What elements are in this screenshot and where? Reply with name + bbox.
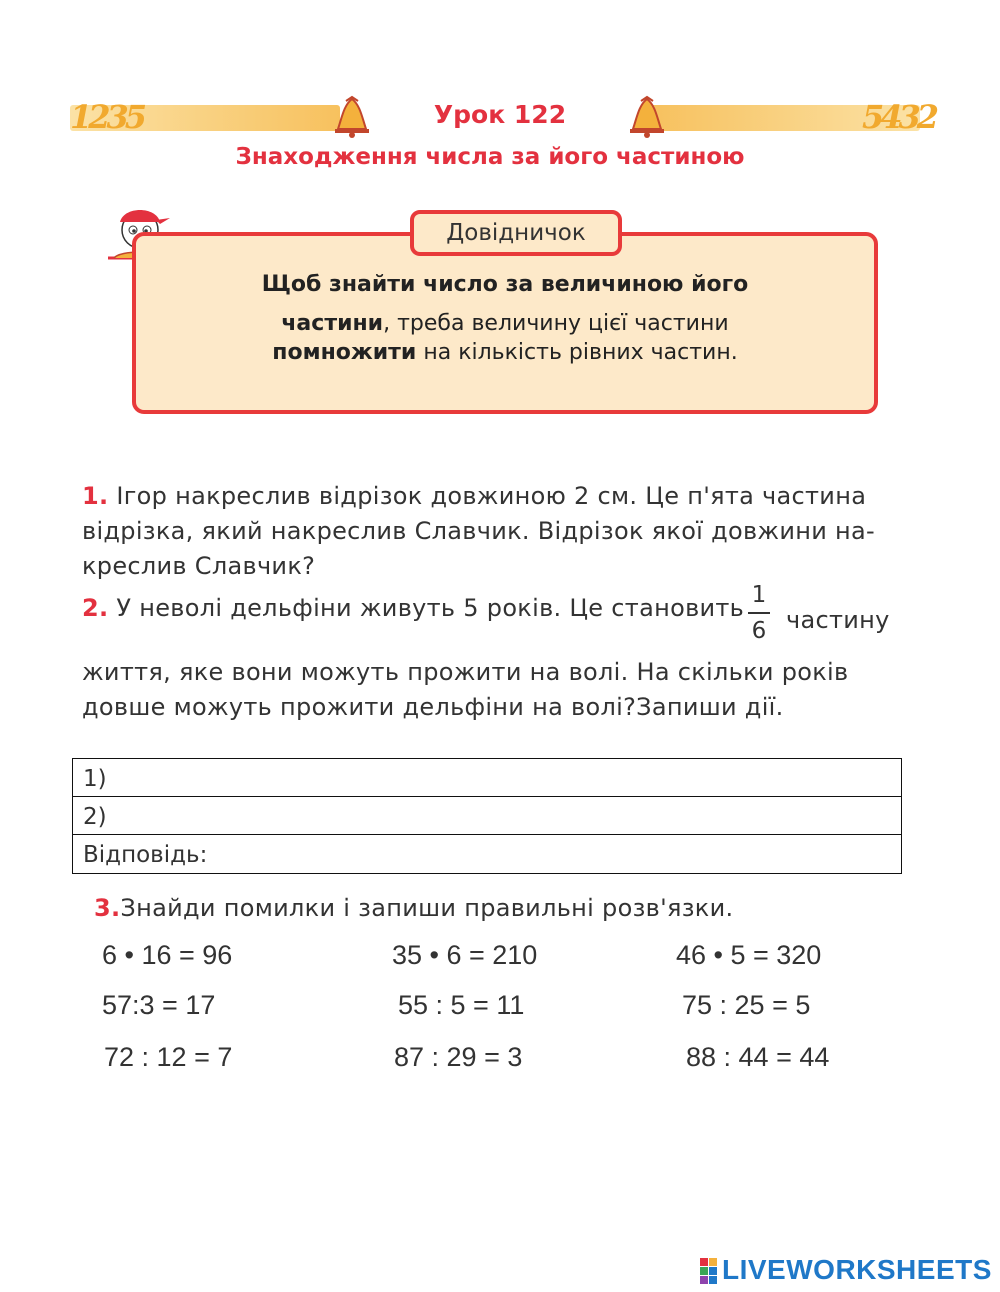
task-3-line <box>94 894 733 922</box>
fraction <box>744 582 774 644</box>
equation: 87 : 29 = 3 <box>394 1042 523 1072</box>
task-text: У неволі дельфіни живуть 5 років. Це становить <box>108 594 745 622</box>
reference-bold-word: частини <box>281 311 384 336</box>
answer-row-2[interactable]: 2) <box>73 797 901 835</box>
equation: 57:3 = 17 <box>102 990 216 1020</box>
reference-line-3 <box>132 340 878 365</box>
task-2-line-1 <box>82 594 744 622</box>
equation: 72 : 12 = 7 <box>104 1042 233 1072</box>
task-2-line-2: життя, яке вони можуть прожити на волі. На скільки років <box>82 658 849 686</box>
task-1-line-3: креслив Славчик? <box>82 552 316 580</box>
task-number: 2. <box>82 594 109 622</box>
task-2-line-3: довше можуть прожити дельфіни на волі?Запиши дії. <box>82 693 784 721</box>
liveworksheets-logo-icon <box>700 1256 718 1286</box>
equation: 88 : 44 = 44 <box>686 1042 830 1072</box>
answer-table <box>72 758 902 874</box>
task-text: Знайди помилки і запиши правильні розв'язки. <box>120 894 734 922</box>
task-number: 1. <box>82 482 109 510</box>
task-1-line-2: відрізка, який накреслив Славчик. Відрізок якої довжини на- <box>82 517 876 545</box>
task-text: Ігор накреслив відрізок довжиною 2 см. Це п'ята частина <box>108 482 867 510</box>
task-1-line-1 <box>82 482 866 510</box>
reference-line-2 <box>132 311 878 336</box>
reference-line-2-rest: , треба величину цієї частини <box>383 311 729 336</box>
header-digits-right: 5432 <box>862 98 936 136</box>
lesson-subtitle: Знаходження числа за його частиною <box>235 144 745 170</box>
answer-row-1[interactable]: 1) <box>73 759 901 797</box>
equation: 35 • 6 = 210 <box>392 940 538 970</box>
equation: 55 : 5 = 11 <box>398 990 525 1020</box>
task-number: 3. <box>94 894 121 922</box>
brand-logo-text[interactable]: LIVEWORKSHEETS <box>722 1254 992 1285</box>
fraction-denominator: 6 <box>751 618 767 644</box>
reference-tab: Довідничок <box>410 210 622 256</box>
reference-line-3-rest: на кількість рівних частин. <box>416 340 738 365</box>
answer-row-answer[interactable]: Відповідь: <box>83 842 208 868</box>
header-digits-left: 1235 <box>70 98 144 136</box>
task-2-line-1-end: частину <box>786 606 890 634</box>
equation: 46 • 5 = 320 <box>676 940 822 970</box>
equation: 75 : 25 = 5 <box>682 990 811 1020</box>
lesson-title: Урок 122 <box>433 100 567 129</box>
equation: 6 • 16 = 96 <box>102 940 233 970</box>
reference-bold-word: помножити <box>272 340 417 365</box>
fraction-numerator: 1 <box>751 582 767 608</box>
fraction-bar <box>748 612 770 614</box>
reference-line-1: Щоб знайти число за величиною його <box>261 272 749 297</box>
